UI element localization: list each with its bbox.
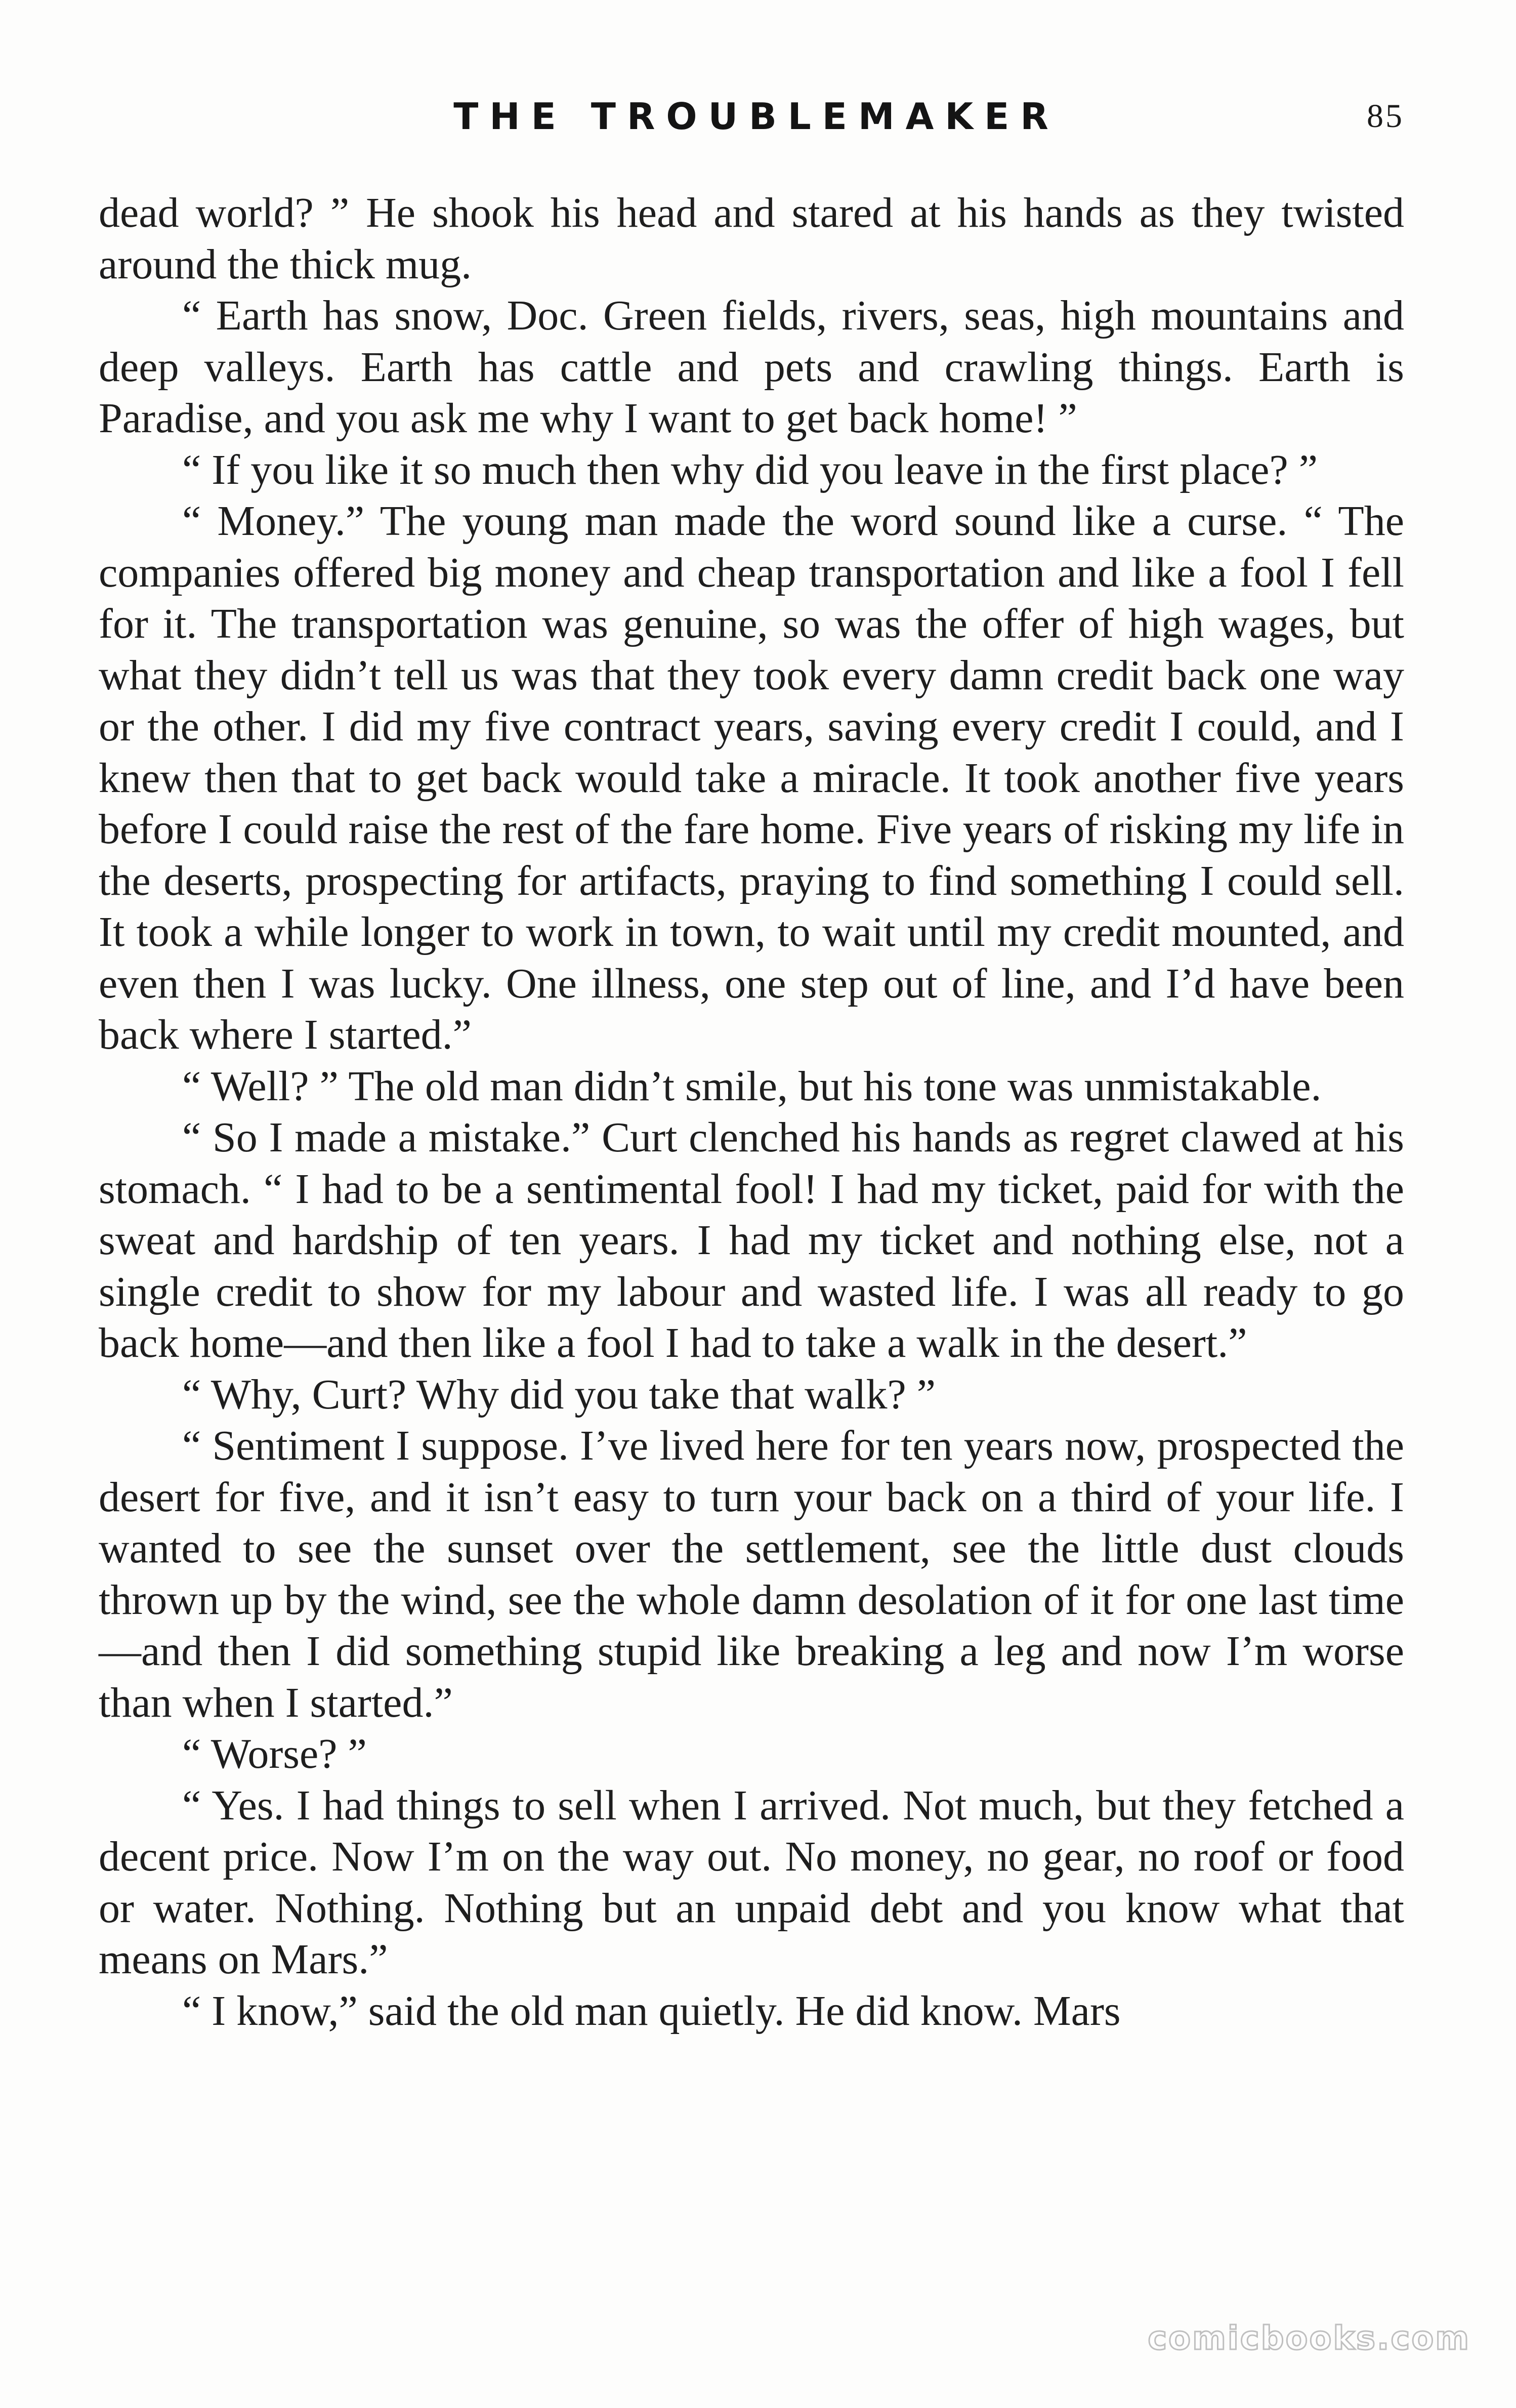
paragraph: dead world? ” He shook his head and stared at his hands as they twisted around the thick mug.	[99, 189, 1404, 288]
paragraph: “ Sentiment I suppose. I’ve lived here for ten years now, prospected the desert for five, and it isn’t easy to turn your back on a third of your life. I wanted to see the sunset over the settlement, see the little dust clouds thrown up by the wind, see the whole damn desolation of it for one last time—and then I did something stupid like breaking a leg and now I’m worse than when I started.”	[99, 1422, 1404, 1726]
paragraph: “ Money.” The young man made the word sound like a curse. “ The companies offered big money and cheap transportation and like a fool I fell for it. The transportation was genuine, so was the offer of high wages, but what they didn’t tell us was that they took every damn credit back one way or the other. I did my five contract years, saving every credit I could, and I knew then that to get back would take a miracle. It took another five years before I could raise the rest of the fare home. Five years of risking my life in the deserts, prospecting for artifacts, praying to find something I could sell. It took a while longer to work in town, to wait until my credit mounted, and even then I was lucky. One illness, one step out of line, and I’d have been back where I started.”	[99, 497, 1404, 1058]
paragraph: “ Worse? ”	[182, 1730, 367, 1777]
paragraph: “ Why, Curt? Why did you take that walk? ”	[182, 1371, 936, 1418]
body-text	[99, 187, 1404, 2037]
paragraph: “ So I made a mistake.” Curt clenched his hands as regret clawed at his stomach. “ I had to be a sentimental fool! I had my ticket, paid for with the sweat and hardship of ten years. I had my ticket and nothing else, not a single credit to show for my labour and wasted life. I was all ready to go back home—and then like a fool I had to take a walk in the desert.”	[99, 1114, 1404, 1366]
running-title: THE TROUBLEMAKER	[453, 95, 1060, 138]
paragraph: “ Earth has snow, Doc. Green fields, rivers, seas, high mountains and deep valleys. Earth has cattle and pets and crawling things. Earth is Paradise, and you ask me why I want to get back home! ”	[99, 292, 1404, 442]
paragraph: “ If you like it so much then why did you leave in the first place? ”	[182, 446, 1318, 493]
running-header	[99, 86, 1414, 147]
watermark: comicbooks.com	[1148, 2320, 1470, 2357]
page-number: 85	[1367, 98, 1404, 135]
paragraph: “ I know,” said the old man quietly. He did know. Mars	[182, 1987, 1121, 2035]
paragraph: “ Yes. I had things to sell when I arrived. Not much, but they fetched a decent price. Now I’m on the way out. No money, no gear, no roof or food or water. Nothing. Nothing but an unpaid debt and you know what that means on Mars.”	[99, 1781, 1404, 1983]
paragraph: “ Well? ” The old man didn’t smile, but his tone was unmistakable.	[182, 1062, 1322, 1110]
